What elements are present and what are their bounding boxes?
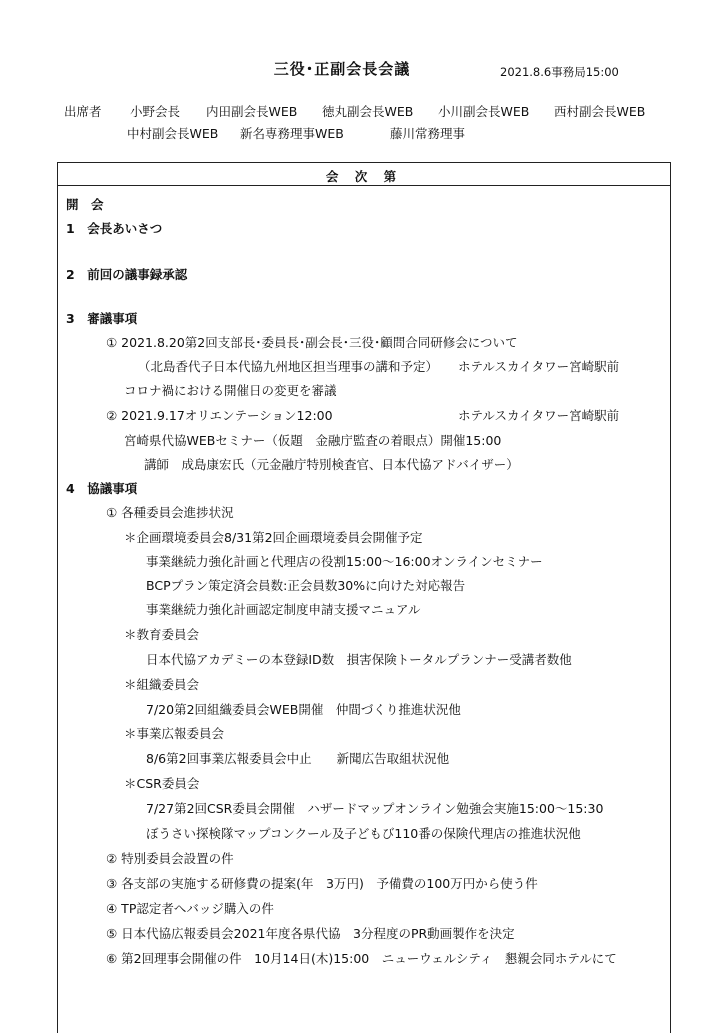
item3-sub2-venue: ホテルスカイタワー宮崎駅前 [458, 408, 620, 423]
committee-organization-detail: 7/20第2回組織委員会WEB開催 仲間づくり推進状況他 [146, 702, 461, 717]
attendees-label: 出席者 [64, 104, 102, 119]
attendee: 徳丸副会長WEB [322, 104, 414, 119]
page-title: 三役･正副会長会議 [273, 60, 411, 78]
agenda-box [57, 162, 671, 1033]
committee-pr: ＊事業広報委員会 [124, 726, 225, 741]
divider [58, 185, 670, 186]
committee-planning-detail: 事業継続力強化計画認定制度申請支援マニュアル [146, 602, 421, 617]
agenda-item-1: 1 会長あいさつ [66, 221, 163, 236]
agenda-item-4: 4 協議事項 [66, 481, 138, 496]
committee-planning-detail: BCPプラン策定済会員数:正会員数30%に向けた対応報告 [146, 578, 466, 593]
item3-sub1-venue: ホテルスカイタワー宮崎駅前 [458, 359, 620, 374]
attendee: 中村副会長WEB [127, 126, 219, 141]
attendee: 西村副会長WEB [554, 104, 646, 119]
committee-education-detail: 日本代協アカデミーの本登録ID数 損害保険トータルプランナー受講者数他 [146, 652, 572, 667]
agenda-item-3: 3 審議事項 [66, 311, 138, 326]
attendee: 内田副会長WEB [206, 104, 298, 119]
item4-sub3: ③ 各支部の実施する研修費の提案(年 3万円) 予備費の100万円から使う件 [106, 876, 538, 891]
item4-sub4: ④ TP認定者へバッジ購入の件 [106, 901, 274, 916]
committee-education: ＊教育委員会 [124, 627, 200, 642]
item3-sub2: ② 2021.9.17オリエンテーション12:00 [106, 408, 333, 423]
item4-sub2: ② 特別委員会設置の件 [106, 851, 234, 866]
committee-organization: ＊組織委員会 [124, 677, 200, 692]
committee-csr: ＊CSR委員会 [124, 776, 200, 791]
item4-sub5: ⑤ 日本代協広報委員会2021年度各県代協 3分程度のPR動画製作を決定 [106, 926, 515, 941]
attendee: 小川副会長WEB [438, 104, 530, 119]
item3-sub1-change: コロナ禍における開催日の変更を審議 [124, 383, 337, 398]
attendee: 小野会長 [130, 104, 181, 119]
committee-planning-detail: 事業継続力強化計画と代理店の役割15:00～16:00オンラインセミナー [146, 554, 543, 569]
item3-sub2-lecturer: 講師 成島康宏氏（元金融庁特別検査官、日本代協アドバイザー） [144, 457, 519, 472]
item4-sub6: ⑥ 第2回理事会開催の件 10月14日(木)15:00 ニューウェルシティ 懇親会同ホテルにて [106, 951, 617, 966]
meeting-date-time: 2021.8.6事務局15:00 [500, 65, 619, 79]
item3-sub1-note: （北島香代子日本代協九州地区担当理事の講和予定） [138, 359, 439, 374]
item3-sub2-seminar: 宮崎県代協WEBセミナー（仮題 金融庁監査の着眼点）開催15:00 [124, 433, 502, 448]
committee-csr-detail: ぼうさい探検隊マップコンクール及子どもび110番の保険代理店の推進状況他 [146, 826, 581, 841]
committee-csr-detail: 7/27第2回CSR委員会開催 ハザードマップオンライン勉強会実施15:00～15:30 [146, 801, 604, 816]
agenda-item-2: 2 前回の議事録承認 [66, 267, 188, 282]
item4-sub1: ① 各種委員会進捗状況 [106, 505, 234, 520]
agenda-heading: 会 次 第 [325, 169, 403, 184]
attendee: 藤川常務理事 [390, 126, 466, 141]
committee-pr-detail: 8/6第2回事業広報委員会中止 新聞広告取組状況他 [146, 751, 450, 766]
committee-planning: ＊企画環境委員会8/31第2回企画環境委員会開催予定 [124, 530, 423, 545]
item3-sub1: ① 2021.8.20第2回支部長･委員長･副会長･三役･顧問合同研修会について [106, 335, 518, 350]
attendee: 新名専務理事WEB [240, 126, 344, 141]
agenda-open: 開 会 [66, 197, 104, 212]
